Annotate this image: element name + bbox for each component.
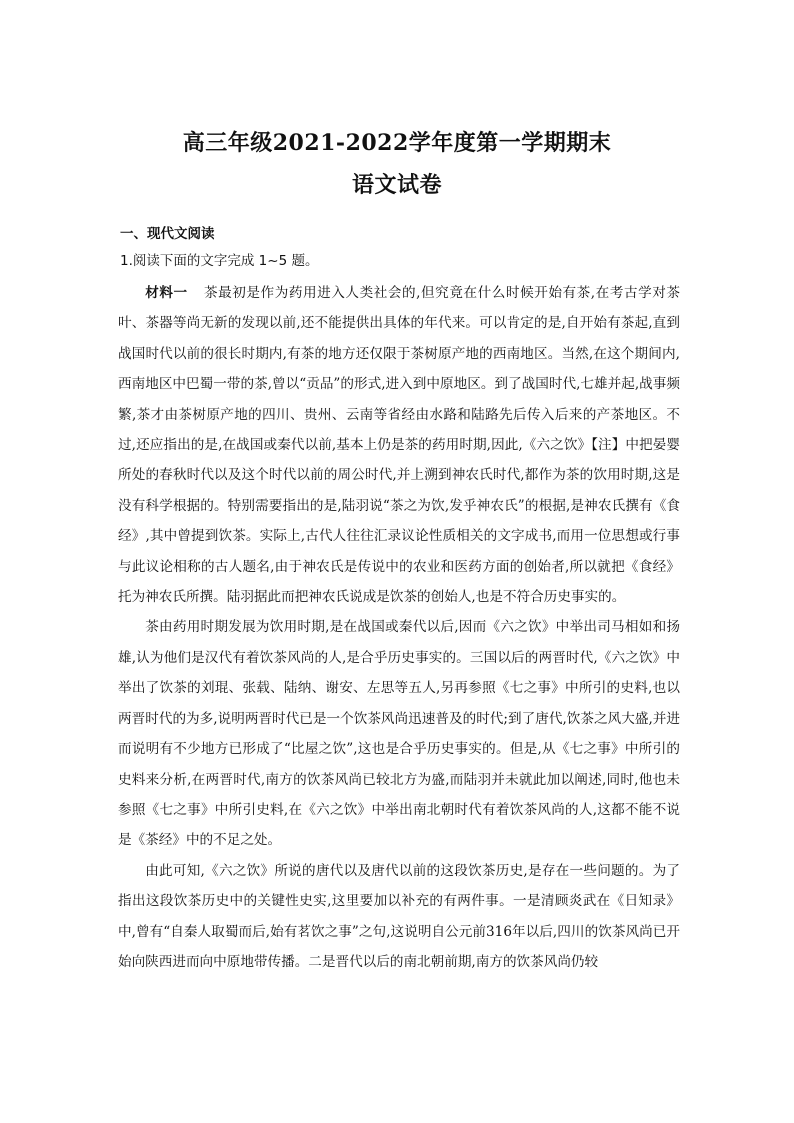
- paragraph-3: [118, 856, 680, 978]
- paragraph-text: 茶最初是作为药用进入人类社会的,但究竟在什么时候开始有茶,在考古学对茶叶、茶器等尚无新的发现以前,还不能提供出具体的年代来。可以肯定的是,自开始有茶起,直到战国时代以前的很长时期内,有茶的地方还仅限于茶树原产地的西南地区。当然,在这个期间内,西南地区中巴蜀一带的茶,曾以“贡品”的形式,进入到中原地区。到了战国时代,七雄并起,战事频繁,茶才由茶树原产地的四川、贵州、云南等省经由水路和陆路先后传入后来的产茶地区。不过,还应指出的是,在战国或秦代以前,基本上仍是茶的药用时期,因此,《六之饮》【注】中把晏婴所处的春秋时代以及这个时代以前的周公时代,并上溯到神农氏时代,都作为茶的饮用时期,这是没有科学根据的。特别需要指出的是,陆羽说“茶之为饮,发乎神农氏”的根据,是神农氏撰有《食经》,其中曾提到饮茶。实际上,古代人往往汇录议论性质相关的文字成书,而用一位思想或行事与此议论相称的古人题名,由于神农氏是传说中的农业和医药方面的创始者,所以就把《食经》托为神农氏所撰。陆羽据此而把神农氏说成是饮茶的创始人,也是不符合历史事实的。: [118, 285, 681, 606]
- section-heading: 一、现代文阅读: [120, 226, 215, 242]
- material-label: 材料一: [145, 285, 188, 301]
- reading-passage: [118, 278, 680, 977]
- paragraph-text: 由此可知,《六之饮》所说的唐代以及唐代以前的这段饮茶历史,是存在一些问题的。为了指出这段饮茶历史中的关键性史实,这里要加以补充的有两件事。一是清顾炎武在《日知录》中,曾有“自秦人取蜀而后,始有茗饮之事”之句,这说明自公元前316年以后,四川的饮茶风尚已开始向陕西进而向中原地带传播。二是晋代以后的南北朝前期,南方的饮茶风尚仍较: [118, 862, 680, 970]
- document-subtitle: 语文试卷: [351, 172, 442, 198]
- paragraph-text: 茶由药用时期发展为饮用时期,是在战国或秦代以后,因而《六之饮》中举出司马相如和扬雄,认为他们是汉代有着饮茶风尚的人,是合乎历史事实的。三国以后的两晋时代,《六之饮》中举出了饮茶的刘琨、张载、陆纳、谢安、左思等五人,另再参照《七之事》中所引的史料,也以两晋时代的为多,说明两晋时代已是一个饮茶风尚迅速普及的时代;到了唐代,饮茶之风大盛,并进而说明有不少地方已形成了“比屋之饮”,这也是合乎历史事实的。但是,从《七之事》中所引的史料来分析,在两晋时代,南方的饮茶风尚已较北方为盛,而陆羽并未就此加以阐述,同时,他也未参照《七之事》中所引史料,在《六之饮》中举出南北朝时代有着饮茶风尚的人,这都不能不说是《茶经》中的不足之处。: [118, 619, 680, 849]
- document-title: 高三年级2021-2022学年度第一学期期末: [182, 130, 612, 156]
- question-instruction: 1.阅读下面的文字完成 1~5 题。: [120, 253, 319, 269]
- paragraph-2: [118, 612, 680, 855]
- paragraph-1: [118, 278, 680, 612]
